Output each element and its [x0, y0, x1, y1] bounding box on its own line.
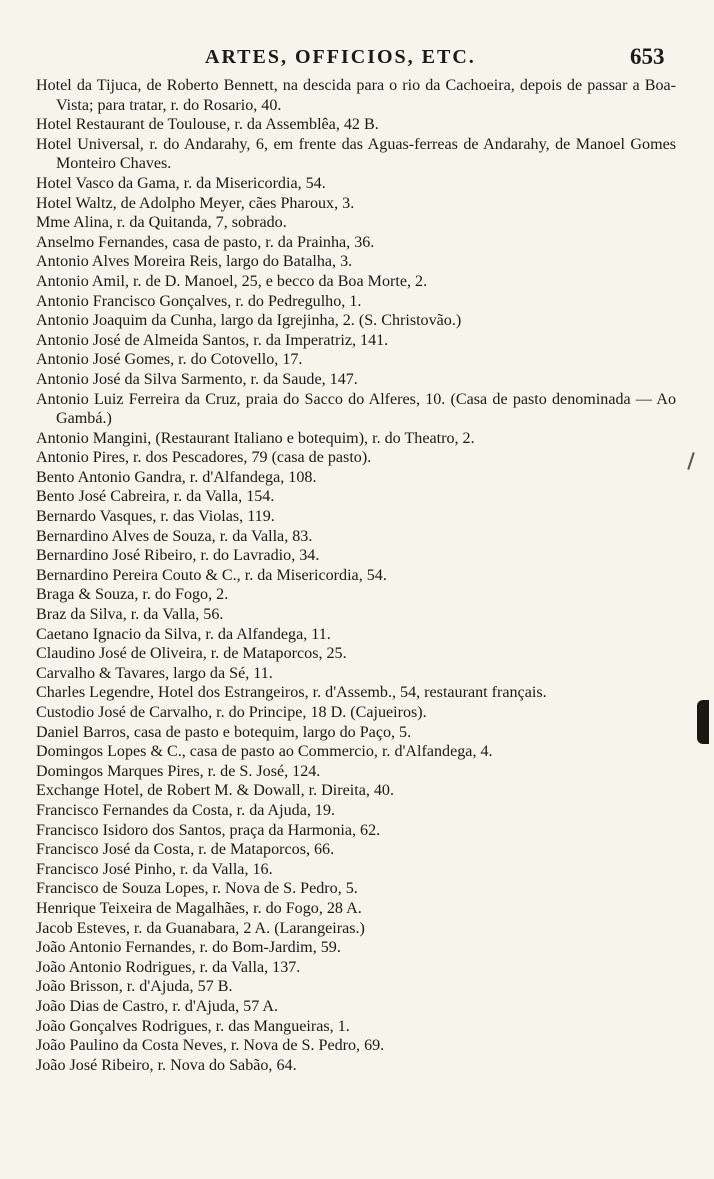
directory-entry: Domingos Lopes & C., casa de pasto ao Commercio, r. d'Alfandega, 4.: [36, 743, 493, 761]
directory-entry: Mme Alina, r. da Quitanda, 7, sobrado.: [36, 214, 287, 232]
directory-entry: João Paulino da Costa Neves, r. Nova de S. Pedro, 69.: [36, 1037, 385, 1055]
ink-blot: [697, 700, 709, 744]
directory-entry: Carvalho & Tavares, largo da Sé, 11.: [36, 664, 273, 682]
directory-entry: Antonio Alves Moreira Reis, largo do Batalha, 3.: [36, 253, 353, 271]
directory-entry: Hotel Vasco da Gama, r. da Misericordia, 54.: [36, 174, 326, 192]
directory-entry: Francisco José Pinho, r. da Valla, 16.: [36, 860, 273, 878]
directory-entry: Bento José Cabreira, r. da Valla, 154.: [36, 488, 275, 506]
directory-entry: Daniel Barros, casa de pasto e botequim, largo do Paço, 5.: [36, 723, 412, 741]
directory-entry: Bernardo Vasques, r. das Violas, 119.: [36, 508, 275, 526]
directory-entry: João Antonio Rodrigues, r. da Valla, 137.: [36, 958, 301, 976]
directory-entry: Hotel Waltz, de Adolpho Meyer, cães Pharoux, 3.: [36, 194, 355, 212]
directory-entry: Jacob Esteves, r. da Guanabara, 2 A. (Larangeiras.): [36, 919, 365, 937]
directory-entry: Antonio José da Silva Sarmento, r. da Saude, 147.: [36, 370, 358, 388]
directory-entry: Custodio José de Carvalho, r. do Principe, 18 D. (Cajueiros).: [36, 704, 427, 721]
directory-entry: João Dias de Castro, r. d'Ajuda, 57 A.: [36, 997, 279, 1015]
directory-entry: Exchange Hotel, de Robert M. & Dowall, r. Direita, 40.: [36, 782, 394, 800]
section-title: ARTES, OFFICIOS, ETC.: [205, 46, 476, 68]
directory-entry: Bernardino Pereira Couto & C., r. da Misericordia, 54.: [36, 566, 387, 584]
directory-entry: Bernardino Alves de Souza, r. da Valla, 83.: [36, 527, 313, 545]
directory-entry: Antonio Luiz Ferreira da Cruz, praia do Sacco do Alferes, 10. (Casa de pasto denominada — Ao Gambá.): [36, 390, 676, 428]
directory-entry: Charles Legendre, Hotel dos Estrangeiros, r. d'Assemb., 54, restaurant français.: [36, 684, 547, 702]
directory-entry: Hotel da Tijuca, de Roberto Bennett, na descida para o rio da Cachoeira, depois de passar a Boa-Vista; para tratar, r. do Rosario, 40.: [36, 77, 676, 114]
directory-listing: [36, 76, 676, 1075]
directory-entry: Domingos Marques Pires, r. de S. José, 124.: [36, 762, 321, 780]
directory-entry: Anselmo Fernandes, casa de pasto, r. da Prainha, 36.: [36, 233, 375, 251]
directory-entry: Antonio José Gomes, r. do Cotovello, 17.: [36, 351, 303, 369]
directory-entry: João Brisson, r. d'Ajuda, 57 B.: [36, 978, 233, 996]
directory-entry: Antonio Francisco Gonçalves, r. do Pedregulho, 1.: [36, 292, 362, 310]
directory-entry: Francisco José da Costa, r. de Mataporcos, 66.: [36, 841, 335, 859]
directory-entry: Antonio José de Almeida Santos, r. da Imperatriz, 141.: [36, 331, 389, 349]
page-number: 653: [630, 44, 665, 69]
directory-entry: Antonio Pires, r. dos Pescadores, 79 (casa de pasto).: [36, 449, 372, 467]
directory-entry: Braga & Souza, r. do Fogo, 2.: [36, 586, 229, 604]
directory-entry: Caetano Ignacio da Silva, r. da Alfandega, 11.: [36, 625, 331, 643]
directory-entry: Hotel Restaurant de Toulouse, r. da Assemblêa, 42 B.: [36, 116, 379, 134]
directory-entry: João Antonio Fernandes, r. do Bom-Jardim, 59.: [36, 939, 341, 957]
directory-entry: Bento Antonio Gandra, r. d'Alfandega, 108.: [36, 468, 317, 486]
directory-entry: Antonio Amil, r. de D. Manoel, 25, e becco da Boa Morte, 2.: [36, 272, 428, 290]
directory-entry: Francisco Isidoro dos Santos, praça da Harmonia, 62.: [36, 821, 381, 839]
directory-entry: Braz da Silva, r. da Valla, 56.: [36, 606, 224, 624]
margin-mark: [687, 452, 694, 470]
directory-entry: Bernardino José Ribeiro, r. do Lavradio, 34.: [36, 547, 320, 565]
directory-entry: Antonio Mangini, (Restaurant Italiano e botequim), r. do Theatro, 2.: [36, 429, 475, 447]
directory-entry: João José Ribeiro, r. Nova do Sabão, 64.: [36, 1056, 297, 1074]
directory-entry: Francisco de Souza Lopes, r. Nova de S. Pedro, 5.: [36, 880, 358, 898]
directory-entry: João Gonçalves Rodrigues, r. das Mangueiras, 1.: [36, 1017, 350, 1035]
directory-entry: Francisco Fernandes da Costa, r. da Ajuda, 19.: [36, 801, 336, 819]
directory-entry: Claudino José de Oliveira, r. de Mataporcos, 25.: [36, 645, 347, 663]
directory-entry: Henrique Teixeira de Magalhães, r. do Fogo, 28 A.: [36, 899, 362, 917]
directory-entry: Antonio Joaquim da Cunha, largo da Igrejinha, 2. (S. Christovão.): [36, 312, 462, 330]
page-header: [0, 46, 714, 74]
directory-entry: Hotel Universal, r. do Andarahy, 6, em frente das Aguas-ferreas de Andarahy, de Manoel Gomes Monteiro Chaves.: [36, 135, 676, 173]
